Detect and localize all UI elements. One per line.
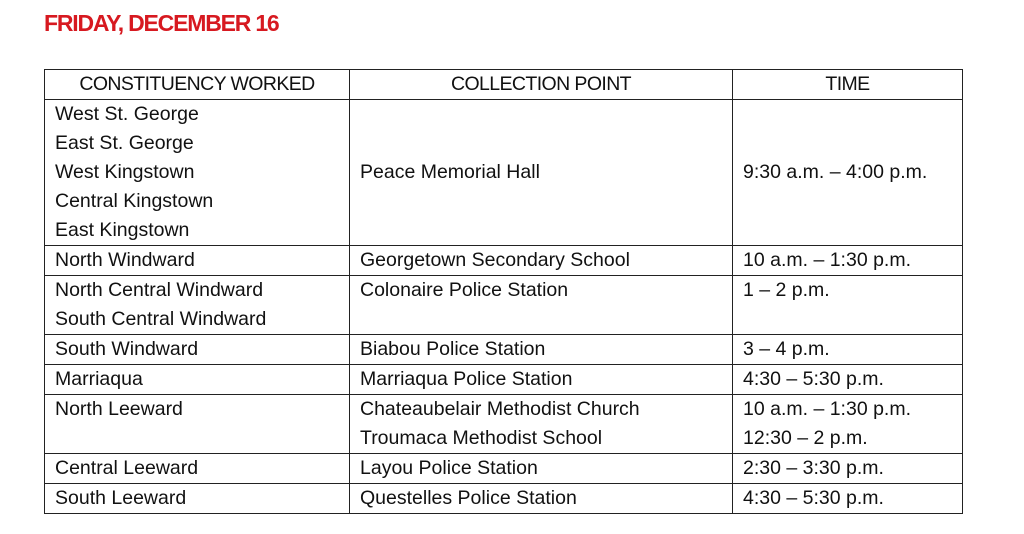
time-cell [733, 276, 963, 335]
constituency-cell [45, 365, 350, 395]
time-cell [733, 454, 963, 484]
table-row [45, 276, 963, 335]
constituency-cell [45, 454, 350, 484]
constituency-name: South Leeward [55, 487, 187, 509]
constituency-cell [45, 276, 350, 335]
constituency-name: North Leeward [55, 398, 183, 420]
constituency-name: North Windward [55, 249, 195, 271]
table-row [45, 484, 963, 514]
constituency-name: Marriaqua [55, 368, 143, 390]
time-cell [733, 484, 963, 514]
constituency-cell [45, 395, 350, 454]
time-range: 10 a.m. – 1:30 p.m. [743, 398, 912, 420]
constituency-name: South Central Windward [55, 308, 267, 330]
collection-point-cell [350, 454, 733, 484]
time-range: 4:30 – 5:30 p.m. [743, 487, 884, 509]
table-row [45, 365, 963, 395]
collection-point-cell [350, 335, 733, 365]
time-range: 10 a.m. – 1:30 p.m. [743, 249, 912, 271]
time-cell [733, 246, 963, 276]
collection-point-name: Biabou Police Station [360, 338, 546, 360]
collection-point-cell [350, 100, 733, 246]
collection-point-cell [350, 276, 733, 335]
constituency-name: East Kingstown [55, 219, 190, 241]
collection-point-cell [350, 365, 733, 395]
collection-point-name: Marriaqua Police Station [360, 368, 573, 390]
constituency-cell [45, 335, 350, 365]
column-header-constituency: CONSTITUENCY WORKED [45, 70, 350, 100]
constituency-name: West Kingstown [55, 161, 195, 183]
table-header-row [45, 70, 963, 100]
constituency-cell [45, 100, 350, 246]
collection-point-name: Questelles Police Station [360, 487, 577, 509]
date-heading: FRIDAY, DECEMBER 16 [44, 10, 279, 36]
time-range: 1 – 2 p.m. [743, 279, 830, 301]
constituency-name: South Windward [55, 338, 199, 360]
collection-point-cell [350, 246, 733, 276]
constituency-cell [45, 246, 350, 276]
time-cell [733, 100, 963, 246]
collection-point-name: Peace Memorial Hall [360, 161, 540, 183]
constituency-cell [45, 484, 350, 514]
constituency-name: North Central Windward [55, 279, 264, 301]
table-row [45, 246, 963, 276]
time-range: 2:30 – 3:30 p.m. [743, 457, 884, 479]
time-cell [733, 395, 963, 454]
time-range: 4:30 – 5:30 p.m. [743, 368, 884, 390]
collection-point-name: Georgetown Secondary School [360, 249, 630, 271]
time-range: 12:30 – 2 p.m. [743, 427, 868, 449]
collection-point-name: Troumaca Methodist School [360, 427, 603, 449]
column-header-collection-point: COLLECTION POINT [350, 70, 733, 100]
table-row [45, 454, 963, 484]
table-row [45, 335, 963, 365]
collection-point-name: Colonaire Police Station [360, 279, 569, 301]
constituency-name: West St. George [55, 103, 199, 125]
time-range: 3 – 4 p.m. [743, 338, 830, 360]
time-range: 9:30 a.m. – 4:00 p.m. [743, 161, 928, 183]
column-header-time: TIME [733, 70, 963, 100]
collection-schedule-table [44, 69, 963, 514]
collection-point-cell [350, 484, 733, 514]
collection-point-cell [350, 395, 733, 454]
constituency-name: East St. George [55, 132, 194, 154]
collection-point-name: Chateaubelair Methodist Church [360, 398, 640, 420]
time-cell [733, 335, 963, 365]
constituency-name: Central Kingstown [55, 190, 214, 212]
time-cell [733, 365, 963, 395]
table-row [45, 395, 963, 454]
collection-point-name: Layou Police Station [360, 457, 538, 479]
constituency-name: Central Leeward [55, 457, 199, 479]
table-row [45, 100, 963, 246]
